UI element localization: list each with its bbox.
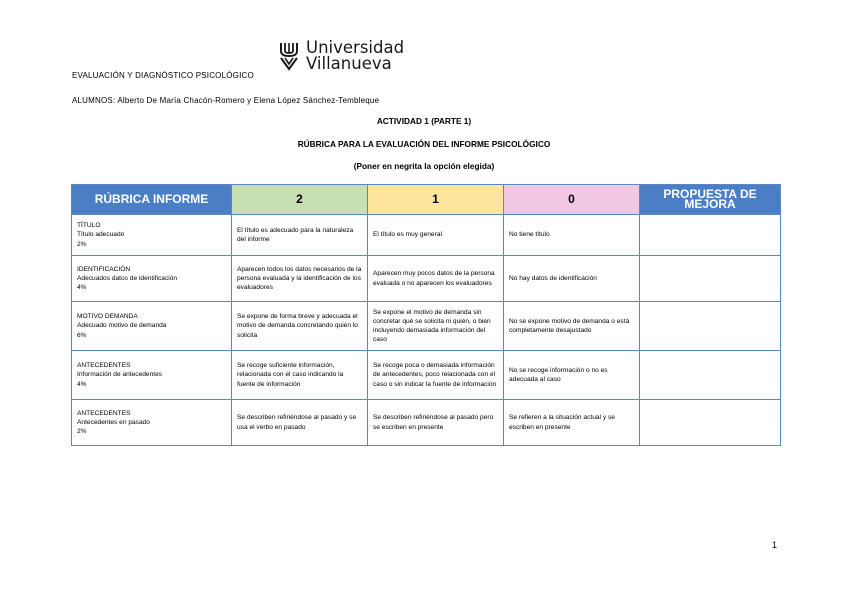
criterion-cell (72, 302, 232, 351)
score-0-cell: No tiene título (504, 215, 640, 256)
score-2-cell: Aparecen todos los datos necesarios de la persona evaluada y la identificación de los evaluadores (232, 256, 368, 302)
score-2-cell: El título es adecuado para la naturaleza del informe (232, 215, 368, 256)
header-propuesta: PROPUESTA DE MEJORA (640, 185, 781, 215)
score-0-cell: No se recoge información o no es adecuada al caso (504, 351, 640, 400)
course-title: EVALUACIÓN Y DIAGNÓSTICO PSICOLÓGICO (72, 71, 254, 80)
header-score-2: 2 (232, 185, 368, 215)
criterion-desc: Información de antecedentes (77, 371, 163, 379)
score-1-cell: Se describen refiriéndose al pasado pero se escriben en presente (368, 400, 504, 446)
criterion-desc: Antecedentes en pasado (77, 418, 150, 426)
score-0-cell: No se expone motivo de demanda o está completamente desajustado (504, 302, 640, 351)
students-line: ALUMNOS: Alberto De María Chacón-Romero y Elena López Sánchez-Tembleque (72, 96, 380, 105)
criterion-desc: Adecuado motivo de demanda (77, 322, 167, 330)
logo-line-1: Universidad (306, 38, 405, 57)
criterion-weight: 4% (77, 284, 87, 292)
score-2-cell: Se recoge suficiente información, relacionada con el caso indicando la fuente de información (232, 351, 368, 400)
table-header-row (72, 185, 781, 215)
header-score-0: 0 (504, 185, 640, 215)
criterion-cell (72, 351, 232, 400)
instruction-text: (Poner en negrita la opción elegida) (353, 161, 495, 171)
score-1-cell: El título es muy general (368, 215, 504, 256)
mejora-cell (640, 256, 781, 302)
activity-title: ACTIVIDAD 1 (PARTE 1) (376, 116, 472, 126)
criterion-cell (72, 256, 232, 302)
score-0-cell: No hay datos de identificación (504, 256, 640, 302)
header-rubrica: RÚBRICA INFORME (72, 185, 232, 215)
table-row (72, 215, 781, 256)
rubric-title: RÚBRICA PARA LA EVALUACIÓN DEL INFORME PSICOLÓGICO (297, 139, 551, 149)
mejora-cell (640, 400, 781, 446)
criterion-weight: 2% (77, 240, 87, 248)
mejora-cell (640, 302, 781, 351)
university-logo (278, 40, 404, 72)
university-crest-icon (278, 41, 300, 71)
table-row (72, 302, 781, 351)
criterion-name: ANTECEDENTES (77, 409, 131, 417)
score-1-cell: Se expone el motivo de demanda sin concretar qué se solicita ni quién, o bien incluyendo demasiada información del caso (368, 302, 504, 351)
header-score-1: 1 (368, 185, 504, 215)
criterion-desc: Adecuados datos de identificación (77, 274, 178, 282)
criterion-weight: 2% (77, 428, 87, 436)
criterion-cell (72, 400, 232, 446)
logo-line-2: Villanueva (306, 54, 392, 73)
criterion-weight: 6% (77, 331, 87, 339)
score-2-cell: Se expone de forma breve y adecuada el motivo de demanda concretando quién lo solicita (232, 302, 368, 351)
criterion-name: IDENTIFICACIÓN (77, 265, 131, 273)
rubric-table (71, 184, 781, 446)
criterion-name: ANTECEDENTES (77, 362, 131, 370)
criterion-name: TÍTULO (77, 222, 101, 230)
table-row (72, 400, 781, 446)
score-2-cell: Se describen refiriéndose al pasado y se usa el verbo en pasado (232, 400, 368, 446)
criterion-desc: Título adecuado (77, 231, 125, 239)
table-row (72, 256, 781, 302)
table-row (72, 351, 781, 400)
score-0-cell: Se refieren a la situación actual y se escriben en presente (504, 400, 640, 446)
page-number: 1 (772, 540, 778, 550)
score-1-cell: Aparecen muy pocos datos de la persona evaluada o no aparecen los evaluadores (368, 256, 504, 302)
mejora-cell (640, 215, 781, 256)
mejora-cell (640, 351, 781, 400)
criterion-weight: 4% (77, 380, 87, 388)
criterion-name: MOTIVO DEMANDA (77, 313, 138, 321)
criterion-cell (72, 215, 232, 256)
score-1-cell: Se recoge poca o demasiada información de antecedentes, poco relacionada con el caso o sin indicar la fuente de información (368, 351, 504, 400)
